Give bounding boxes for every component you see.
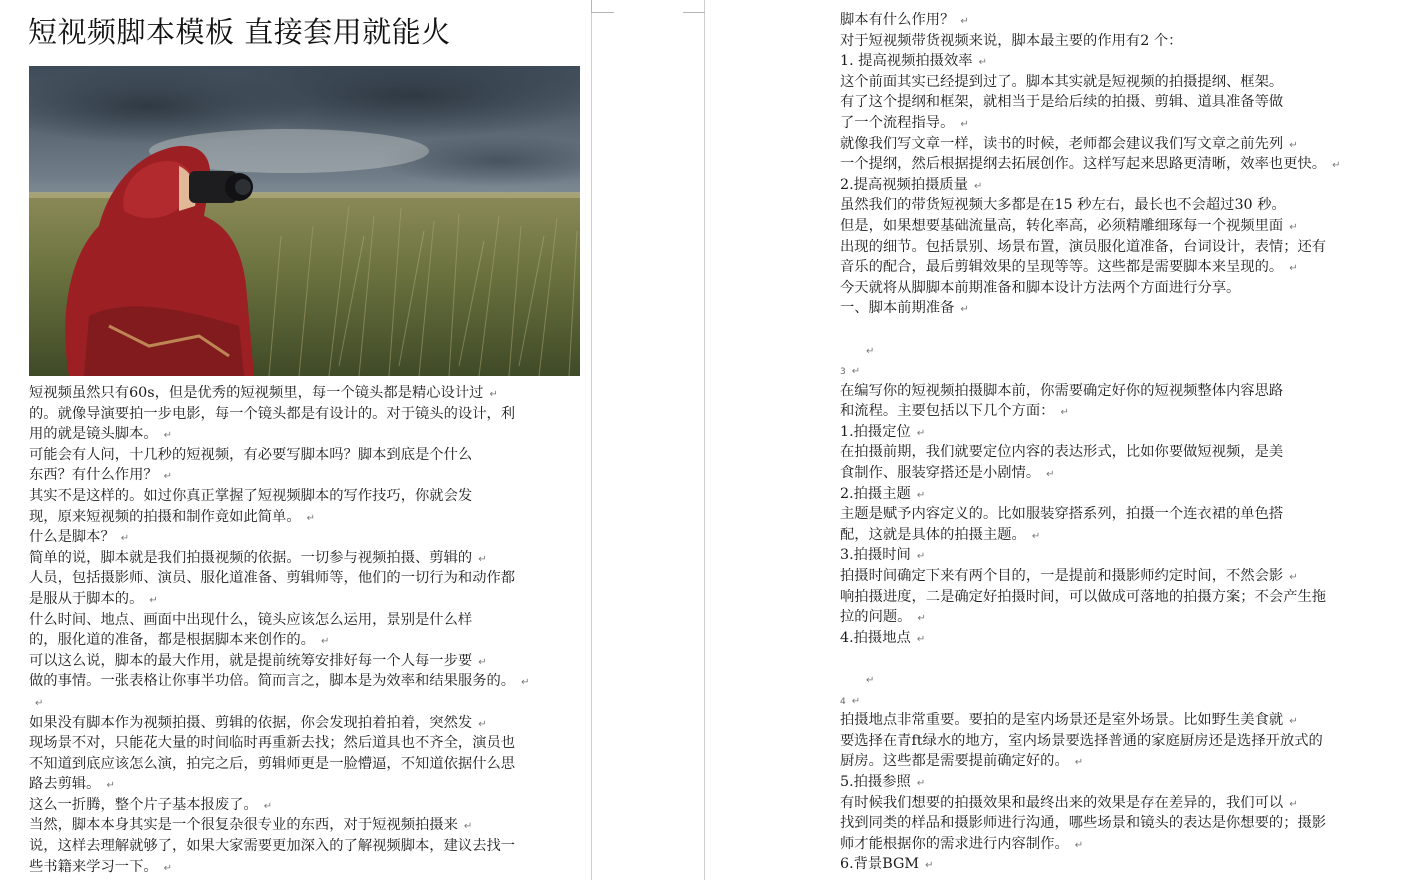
text-line [840,587,1405,608]
text-line [840,298,1405,319]
line-text: 主题是赋予内容定义的。比如服装穿搭系列，拍摄一个连衣裙的单色搭 [840,506,1284,523]
text-line [840,854,1405,875]
text-line [29,795,589,816]
line-text: 出现的细节。包括景别、场景布置，演员服化道准备，台词设计，表情；还有 [840,238,1327,255]
text-line [29,630,589,651]
paragraph-mark-icon: ↵ [960,118,969,130]
text-line [840,504,1405,525]
text-line [29,568,589,589]
paragraph-mark-icon: ↵ [120,533,130,545]
text-line [29,733,589,754]
line-text: 这个前面其实已经提到过了。脚本其实就是短视频的拍摄提纲、框架。 [840,73,1284,90]
text-line [840,751,1405,772]
line-text: 现，原来短视频的拍摄和制作竟如此简单。 [29,508,301,525]
crop-mark [683,0,706,13]
paragraph-mark-icon: ↵ [1289,798,1298,810]
line-text: 配，这就是具体的拍摄主题。 [840,526,1026,543]
text-line [29,692,589,713]
text-line [840,566,1405,587]
line-text: 6.背景BGM [840,856,920,873]
paragraph-mark-icon: ↵ [974,180,983,192]
line-text: 的。就像导演要拍一步电影，每一个镜头都是有设计的。对于镜头的设计，利 [29,405,516,422]
line-text: 虽然我们的带货短视频大多都是在15 秒左右，最长也不会超过30 秒。 [840,197,1286,214]
line-text: 短视频虽然只有60s，但是优秀的短视频里，每一个镜头都是精心设计过 [29,385,484,401]
text-line [840,113,1405,134]
line-text: 今天就将从脚脚本前期准备和脚本设计方法两个方面进行分享。 [840,279,1241,296]
text-line [840,628,1405,649]
text-line [840,257,1405,278]
paragraph-mark-icon: ↵ [1046,469,1055,481]
text-line [840,154,1405,175]
text-line [840,422,1405,443]
text-line [840,834,1405,855]
text-line [29,610,589,631]
page-number: 3 [840,367,846,378]
line-text: 4.拍摄地点 [840,629,911,646]
text-line [840,525,1405,546]
paragraph-mark-icon: ↵ [916,777,926,789]
text-line [840,31,1405,52]
paragraph-mark-icon: ↵ [106,780,115,792]
paragraph-mark-icon: ↵ [851,695,861,707]
line-text: 5.拍摄参照 [840,773,911,790]
text-line [840,690,1405,711]
paragraph-mark-icon: ↵ [478,718,487,730]
text-line [840,51,1405,72]
paragraph-mark-icon: ↵ [1289,139,1298,151]
line-text: 3.拍摄时间 [840,547,911,564]
line-text: 响拍摄进度，二是确定好拍摄时间，可以做成可落地的拍摄方案；不会产生拖 [840,588,1327,605]
text-line [840,648,1405,669]
paragraph-mark-icon: ↵ [960,16,969,27]
line-text: 说，这样去理解就够了，如果大家需要更加深入的了解视频脚本，建议去找一 [29,838,516,855]
text-line [840,772,1405,793]
line-text: 有了这个提纲和框架，就相当于是给后续的拍摄、剪辑、道具准备等做 [840,94,1284,111]
line-text: 就像我们写文章一样，读书的时候，老师都会建议我们写文章之前先列 [840,135,1284,152]
line-text: 什么是脚本？ [29,529,115,546]
text-line [840,669,1405,690]
line-text: 如果没有脚本作为视频拍摄、剪辑的依据，你会发现拍着拍着，突然发 [29,714,473,731]
text-line [29,836,589,857]
line-text: 当然，脚本本身其实是一个很复杂很专业的东西，对于短视频拍摄来 [29,817,458,834]
text-line [840,381,1405,402]
text-line [29,774,589,795]
text-line [840,278,1405,299]
page-number: 4 [840,696,846,707]
line-text: 拍摄地点非常重要。要拍的是室内场景还是室外场景。比如野生美食就 [840,712,1284,729]
text-line [29,713,589,734]
line-text: 现场景不对，只能花大量的时间临时再重新去找；然后道具也不齐全，演员也 [29,735,516,752]
text-line [29,857,589,878]
text-line [840,319,1405,340]
paragraph-mark-icon: ↵ [163,471,173,483]
line-text: 拉的问题。 [840,609,912,626]
text-line [840,793,1405,814]
paragraph-mark-icon: ↵ [978,57,987,69]
line-text: 路去剪辑。 [29,776,101,793]
paragraph-mark-icon: ↵ [320,636,330,648]
line-text: 找到同类的样品和摄影师进行沟通，哪些场景和镜头的表达是你想要的；摄影 [840,815,1327,832]
text-line [29,445,589,466]
paragraph-mark-icon: ↵ [1289,572,1298,584]
text-line [840,484,1405,505]
text-line [840,340,1405,361]
line-text: 不知道到底应该怎么演，拍完之后，剪辑师更是一脸懵逼，不知道依据什么思 [29,755,516,772]
line-text: 要选择在青ft绿水的地方，室内场景要选择普通的家庭厨房还是选择开放式的 [840,732,1323,749]
paragraph-mark-icon: ↵ [916,633,926,645]
paragraph-mark-icon: ↵ [1074,757,1084,769]
text-line [840,442,1405,463]
line-text: 音乐的配合，最后剪辑效果的呈现等等。这些都是需要脚本来呈现的。 [840,259,1284,276]
paragraph-mark-icon: ↵ [1031,530,1041,542]
paragraph-mark-icon: ↵ [489,389,498,400]
paragraph-mark-icon: ↵ [1074,839,1084,851]
text-line [840,607,1405,628]
paragraph-mark-icon: ↵ [521,677,530,689]
line-text: 在编写你的短视频拍摄脚本前，你需要确定好你的短视频整体内容思路 [840,382,1284,399]
crop-mark [591,0,614,13]
paragraph-mark-icon: ↵ [1332,160,1341,172]
text-line [840,463,1405,484]
text-line [29,671,589,692]
document-title: 短视频脚本模板 直接套用就能火 [28,15,451,49]
text-line [29,383,589,404]
text-line [29,507,589,528]
text-line [29,465,589,486]
page-gutter [592,0,705,880]
line-text: 对于短视频带货视频来说，脚本最主要的作用有2 个： [840,32,1183,49]
right-page-body [840,10,1405,875]
line-text: 在拍摄前期，我们就要定位内容的表达形式，比如你要做短视频，是美 [840,444,1284,461]
line-text: 师才能根据你的需求进行内容制作。 [840,835,1069,852]
text-line [840,401,1405,422]
line-text: 厨房。这些都是需要提前确定好的。 [840,753,1069,770]
paragraph-mark-icon: ↵ [916,551,926,563]
paragraph-mark-icon: ↵ [917,613,926,625]
line-text: 其实不是这样的。如过你真正掌握了短视频脚本的写作技巧，你就会发 [29,487,473,504]
line-text: 简单的说，脚本就是我们拍摄视频的依据。一切参与视频拍摄、剪辑的 [29,549,473,566]
document-page-left [0,0,592,880]
line-text: 有时候我们想要的拍摄效果和最终出来的效果是存在差异的，我们可以 [840,794,1284,811]
line-text: 一、脚本前期准备 [840,300,955,317]
text-line [29,424,589,445]
text-line [840,237,1405,258]
line-text: 脚本有什么作用？ [840,12,955,28]
text-line [29,404,589,425]
paragraph-mark-icon: ↵ [163,862,173,874]
line-text: 了一个流程指导。 [840,114,955,131]
left-page-body [29,383,589,877]
text-line [29,486,589,507]
line-text: 1.拍摄定位 [840,423,911,440]
paragraph-mark-icon: ↵ [866,675,875,686]
line-text: 可以这么说，脚本的最大作用，就是提前统筹安排好每一个人每一步要 [29,652,473,669]
text-line [29,651,589,672]
text-line [840,92,1405,113]
text-line [29,548,589,569]
text-line [840,195,1405,216]
line-text: 东西？有什么作用？ [29,467,158,484]
line-text: 这么一折腾，整个片子基本报废了。 [29,796,258,813]
paragraph-mark-icon: ↵ [463,821,473,833]
text-line [840,216,1405,237]
paragraph-mark-icon: ↵ [149,594,158,606]
page-edge-left [591,0,592,880]
paragraph-mark-icon: ↵ [1289,263,1298,275]
paragraph-mark-icon: ↵ [1060,407,1069,419]
photographer-in-wheat-field-image [29,66,580,376]
paragraph-mark-icon: ↵ [960,304,969,316]
line-text: 2.提高视频拍摄质量 [840,176,969,193]
paragraph-mark-icon: ↵ [263,800,273,812]
paragraph-mark-icon: ↵ [916,489,926,501]
text-line [840,813,1405,834]
text-line [840,10,1405,31]
document-page-right [705,0,1411,880]
line-text: 但是，如果想要基础流量高，转化率高，必须精雕细琢每一个视频里面 [840,217,1284,234]
line-text: 可能会有人问，十几秒的短视频，有必要写脚本吗？脚本到底是个什么 [29,446,473,463]
paragraph-mark-icon: ↵ [1289,716,1298,728]
text-line [840,731,1405,752]
line-text: 2.拍摄主题 [840,485,911,502]
text-line [840,545,1405,566]
text-line [840,134,1405,155]
paragraph-mark-icon: ↵ [1289,221,1298,233]
line-text: 1. 提高视频拍摄效率 [840,53,973,70]
text-line [840,710,1405,731]
text-line [840,175,1405,196]
line-text: 一个提纲，然后根据提纲去拓展创作。这样写起来思路更清晰，效率也更快。 [840,156,1327,173]
line-text: 用的就是镜头脚本。 [29,426,158,443]
line-text: 食制作、服装穿搭还是小剧情。 [840,465,1041,482]
text-line [29,527,589,548]
line-text: 和流程。主要包括以下几个方面： [840,403,1055,420]
paragraph-mark-icon: ↵ [35,697,44,709]
text-line [840,360,1405,381]
text-line [840,72,1405,93]
text-line [29,754,589,775]
paragraph-mark-icon: ↵ [478,553,487,565]
line-text: 人员，包括摄影师、演员、服化道准备、剪辑师等，他们的一切行为和动作都 [29,570,516,587]
paragraph-mark-icon: ↵ [851,366,861,378]
line-text: 做的事情。一张表格让你事半功倍。简而言之，脚本是为效率和结果服务的。 [29,673,516,690]
paragraph-mark-icon: ↵ [163,430,173,442]
text-line [29,815,589,836]
line-text: 是服从于脚本的。 [29,590,144,607]
paragraph-mark-icon: ↵ [925,860,934,872]
line-text: 什么时间、地点、画面中出现什么，镜头应该怎么运用，景别是什么样 [29,611,473,628]
line-text: 些书籍来学习一下。 [29,858,158,875]
paragraph-mark-icon: ↵ [866,345,875,357]
line-text: 拍摄时间确定下来有两个目的，一是提前和摄影师约定时间，不然会影 [840,568,1284,585]
text-line [29,589,589,610]
paragraph-mark-icon: ↵ [916,427,926,439]
line-text: 的，服化道的准备，都是根据脚本来创作的。 [29,632,315,649]
paragraph-mark-icon: ↵ [478,656,487,668]
paragraph-mark-icon: ↵ [306,512,316,524]
